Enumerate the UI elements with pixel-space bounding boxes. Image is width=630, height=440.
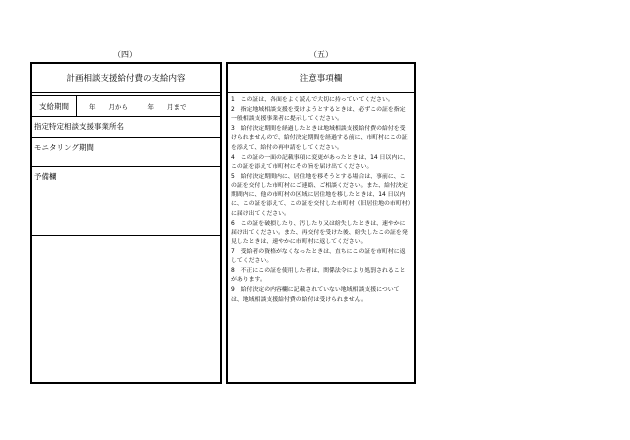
notes-panel bbox=[226, 62, 416, 384]
notes-title: 注意事項欄 bbox=[228, 64, 414, 93]
payment-period-value: 年 月から 年 月まで bbox=[76, 102, 187, 111]
panel-number-left: （四） bbox=[113, 50, 137, 59]
benefit-content-panel bbox=[30, 62, 222, 384]
note-item: 4 この証の一面の記載事項に変更があったときは、14 日以内に、この証を添えて市町村にその旨を届け出てください。 bbox=[231, 154, 409, 170]
monitoring-period-label: モニタリング期間 bbox=[34, 143, 94, 152]
note-item: 8 不正にこの証を使用した者は、関係法令により処罰されることがあります。 bbox=[231, 268, 406, 284]
note-item: 2 指定地域相談支援を受けようとするときは、必ずこの証を指定一般相談支援事業者に提示してください。 bbox=[231, 107, 406, 123]
note-item: 3 給付決定期間を経過したときは地域相談支援給付費の給付を受けられませんので、給付決定期間を経過する前に、市町村にこの証を添えて、給付の再申請をしてください。 bbox=[231, 126, 408, 151]
note-item: 1 この証は、各面をよく読んで大切に持っていてください。 bbox=[231, 97, 394, 103]
office-name-row bbox=[32, 118, 220, 138]
monitoring-period-row bbox=[32, 139, 220, 167]
note-item: 5 給付決定期間内に、居住地を移そうとする場合は、事前に、この証を交付した市町村にご連絡、ご相談ください。また、給付決定期間内に、他の市町村の区域に居住地を移したときは、14 日以内に、この証を添えて、この証を交付した市町村（旧居住地の市町村）に届け出てください。 bbox=[231, 173, 411, 217]
benefit-content-title: 計画相談支援給付費の支給内容 bbox=[32, 64, 220, 93]
office-name-label: 指定特定相談支援事業所名 bbox=[34, 122, 124, 131]
payment-period-row bbox=[32, 95, 220, 117]
panel-number-right: （五） bbox=[309, 50, 333, 59]
reserve-field-row bbox=[32, 168, 220, 236]
note-item: 7 受給者の資格がなくなったときは、直ちにこの証を市町村に返してください。 bbox=[231, 249, 406, 265]
payment-period-label: 支給期間 bbox=[32, 96, 77, 116]
note-item: 6 この証を破損したり、汚したり又は紛失したときは、速やかに届け出てください。また、再交付を受けた後、紛失したこの証を発見したときは、速やかに市町村に返してください。 bbox=[231, 220, 408, 246]
reserve-field-label: 予備欄 bbox=[34, 172, 57, 181]
notes-list bbox=[231, 96, 411, 306]
note-item: 9 給付決定の内容欄に記載されていない地域相談支援については、地域相談支援給付費の給付は受けられません。 bbox=[231, 287, 400, 303]
